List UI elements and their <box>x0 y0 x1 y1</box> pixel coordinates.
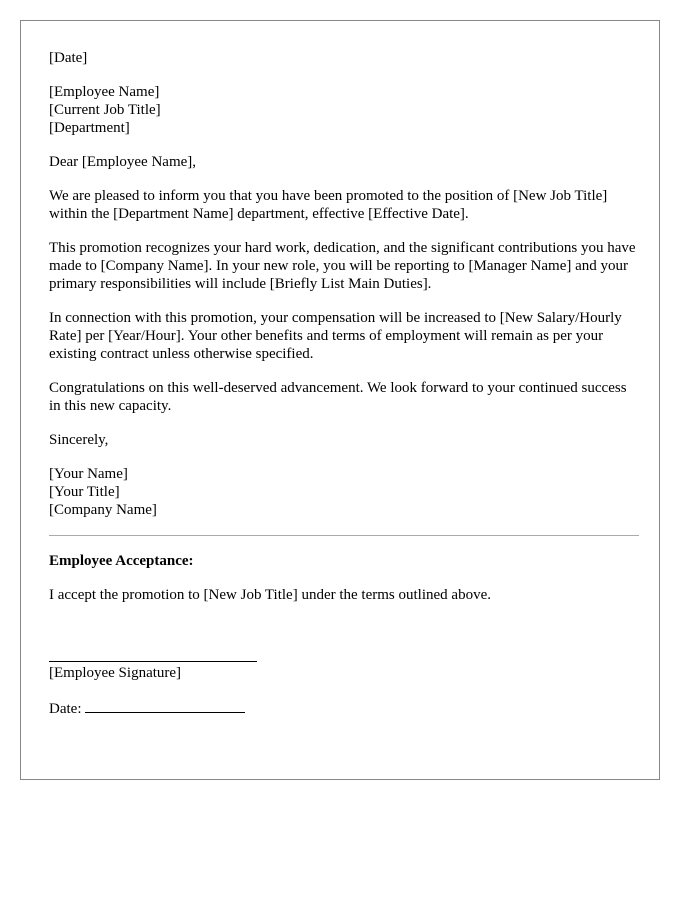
section-divider <box>49 535 639 536</box>
acceptance-statement: I accept the promotion to [New Job Title] under the terms outlined above. <box>49 587 491 603</box>
paragraph-congratulations: Congratulations on this well-deserved advancement. We look forward to your continued success in this new capacity. <box>49 380 627 414</box>
salutation: Dear [Employee Name], <box>49 154 197 170</box>
date-field-line[interactable] <box>85 698 245 713</box>
acceptance-heading: Employee Acceptance: <box>49 553 194 569</box>
signature-line[interactable] <box>49 660 257 662</box>
letter-date: [Date] <box>49 50 88 66</box>
letter-page <box>20 20 660 780</box>
sender-title: [Your Title] <box>49 484 120 500</box>
signature-label: [Employee Signature] <box>49 665 182 681</box>
paragraph-recognition: This promotion recognizes your hard work, dedication, and the significant contributions you have made to [Company Name]. In your new role, you will be reporting to [Manager Name] and your primary responsibilities will include [Briefly List Main Duties]. <box>49 240 636 292</box>
date-label: Date: <box>49 701 82 717</box>
closing: Sincerely, <box>49 432 109 448</box>
date-block <box>49 49 639 67</box>
sender-block <box>49 465 639 519</box>
recipient-block <box>49 83 639 137</box>
acceptance-date-row <box>49 698 639 718</box>
paragraph-promotion: We are pleased to inform you that you have been promoted to the position of [New Job Title] within the [Department Name] department, effective [Effective Date]. <box>49 188 608 222</box>
letter-body <box>49 49 639 718</box>
recipient-job-title: [Current Job Title] <box>49 102 161 118</box>
recipient-department: [Department] <box>49 120 130 136</box>
recipient-name: [Employee Name] <box>49 84 160 100</box>
sender-company: [Company Name] <box>49 502 157 518</box>
paragraph-compensation: In connection with this promotion, your compensation will be increased to [New Salary/Hourly Rate] per [Year/Hour]. Your other benefits and terms of employment will remain as per your existing contract unless otherwise specified. <box>49 310 622 362</box>
sender-name: [Your Name] <box>49 466 128 482</box>
